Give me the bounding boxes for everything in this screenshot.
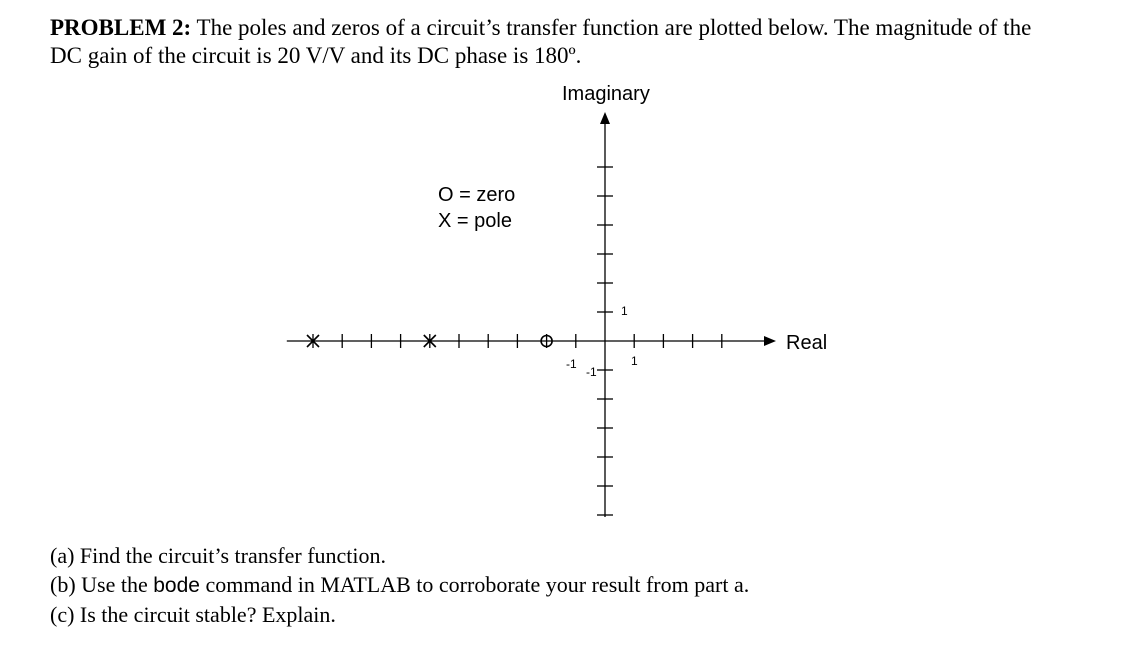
problem-label: PROBLEM 2: [50, 15, 192, 40]
x-axis-label: Real [786, 332, 828, 354]
part-b-pre: (b) Use the [50, 572, 154, 597]
y-axis-label: Imaginary [562, 83, 650, 105]
problem-line-2: DC gain of the circuit is 20 V/V and its DC phase is 180º. [50, 43, 582, 68]
legend-pole: X = pole [438, 210, 512, 232]
part-c: (c) Is the circuit stable? Explain. [50, 602, 336, 627]
part-b [50, 570, 749, 600]
part-b-post: command in MATLAB to corroborate your result from part a. [199, 572, 750, 597]
problem-text-1: The poles and zeros of a circuit’s transfer function are plotted below. The magnitude of the [191, 15, 1032, 40]
x-tick-label-pos1: 1 [631, 354, 638, 368]
bode-command: bode [153, 574, 200, 597]
x-tick-label-neg1: -1 [566, 357, 577, 371]
y-tick-label-pos1: 1 [621, 304, 628, 318]
axes [287, 112, 776, 517]
part-a: (a) Find the circuit’s transfer function. [50, 543, 387, 568]
y-tick-label-neg1: -1 [586, 365, 597, 379]
real-axis-arrowhead [764, 336, 776, 346]
legend-zero: O = zero [438, 184, 516, 206]
imaginary-axis-arrowhead [600, 112, 610, 124]
question-parts [50, 541, 749, 629]
